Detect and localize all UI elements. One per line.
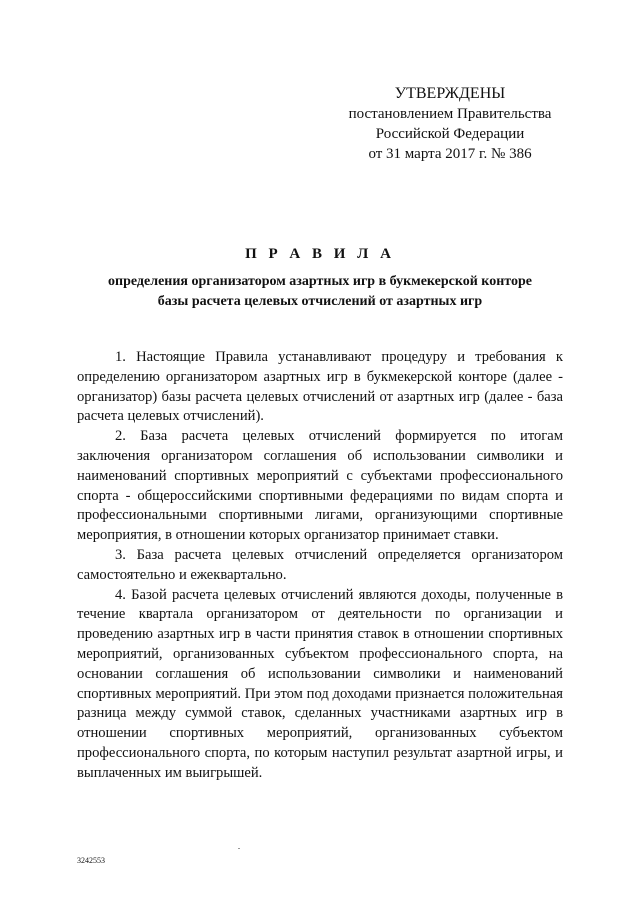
approval-line-2: Российской Федерации [375,126,525,142]
subtitle-line-2: базы расчета целевых отчислений от азартных игр [157,294,483,309]
approval-block [330,84,570,164]
scan-speck [238,848,240,849]
approval-line-1: постановлением Правительства [348,106,552,122]
paragraph-1: 1. Настоящие Правила устанавливают процедуру и требования к определению организатором азартных игр в букмекерской конторе (далее - организатор) базы расчета целевых отчислений от азартных игр (далее - база расчета целевых отчислений). [77,349,563,425]
paragraph-3: 3. База расчета целевых отчислений определяется организатором самостоятельно и ежеквартально. [77,546,563,583]
approval-heading: УТВЕРЖДЕНЫ [394,85,506,102]
subtitle-line-1: определения организатором азартных игр в букмекерской конторе [108,274,532,289]
footer-document-id: 3242553 [77,856,105,865]
paragraph-2: 2. База расчета целевых отчислений формируется по итогам заключения организатором соглашения об использовании символики и наименований спортивных мероприятий с субъектами профессионального спорта - общероссийскими спортивными федерациями по видам спорта и профессиональными спортивными лигами, организующими спортивные мероприятия, в отношении которых организатор принимает ставки. [77,428,563,544]
document-title: П Р А В И Л А [245,246,395,262]
document-body [77,348,563,784]
paragraph-4: 4. Базой расчета целевых отчислений являются доходы, полученные в течение квартала организатором от деятельности по организации и проведению азартных игр в части принятия ставок в отношении спортивных мероприятий, организованных субъектом профессионального спорта, на основании соглашения об использовании символики и наименований спортивных мероприятий. При этом под доходами признается положительная разница между суммой ставок, сделанных участниками азартных игр в отношении спортивных мероприятий, организованных субъектом профессионального спорта, по которым наступил результат азартной игры, и выплаченных им выигрышей. [77,586,563,781]
document-subtitle [60,272,580,312]
approval-line-3: от 31 марта 2017 г. № 386 [368,146,532,162]
